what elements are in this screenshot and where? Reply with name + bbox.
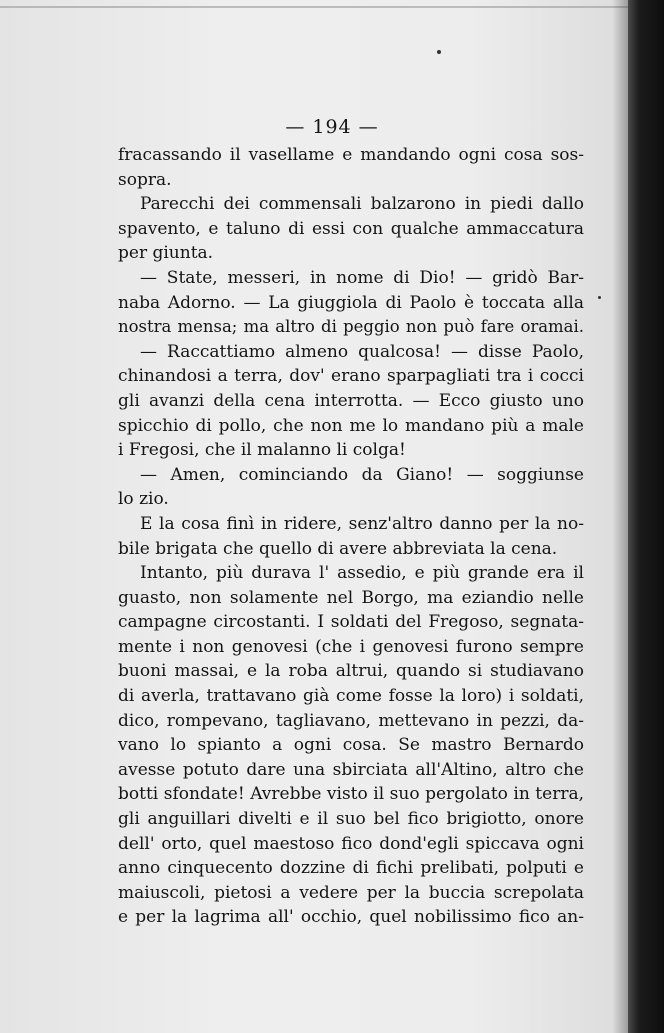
text-line: — Amen, cominciando da Giano! — soggiunse	[140, 464, 584, 485]
text-line: E la cosa finì in ridere, senz'altro danno per la no-	[140, 513, 584, 534]
text-line: botti sfondate! Avrebbe visto il suo pergolato in terra,	[118, 784, 584, 805]
text-line: dell' orto, quel maestoso fico dond'egli spiccava ogni	[118, 833, 584, 854]
text-line: chinandosi a terra, dov' erano sparpagliati tra i cocci	[118, 366, 584, 387]
binding-shadow	[628, 0, 664, 1033]
text-line: nostra mensa; ma altro di peggio non può fare oramai.	[118, 317, 584, 337]
body-text	[118, 143, 584, 930]
text-line: guasto, non solamente nel Borgo, ma eziandio nelle	[118, 587, 584, 608]
text-line: campagne circostanti. I soldati del Fregoso, segnata-	[118, 612, 584, 633]
text-line: fracassando il vasellame e mandando ogni cosa sos-	[118, 145, 584, 165]
text-line: i Fregosi, che il malanno li colga!	[118, 440, 406, 461]
page-top-rule	[0, 6, 628, 8]
text-line: gli anguillari divelti e il suo bel fico brigiotto, onore	[118, 809, 584, 830]
text-line: — Raccattiamo almeno qualcosa! — disse Paolo,	[140, 341, 584, 362]
text-line: dico, rompevano, tagliavano, mettevano in pezzi, da-	[118, 710, 584, 731]
text-line: buoni massai, e la roba altrui, quando si studiavano	[118, 661, 584, 682]
text-line: Intanto, più durava l' assedio, e più grande era il	[140, 563, 584, 584]
text-line: spavento, e taluno di essi con qualche ammaccatura	[118, 218, 584, 239]
text-line: naba Adorno. — La giuggiola di Paolo è toccata alla	[118, 292, 584, 313]
text-line: e per la lagrima all' occhio, quel nobilissimo fico an-	[118, 907, 584, 928]
page-number: — 194 —	[285, 116, 379, 138]
text-line: gli avanzi della cena interrotta. — Ecco giusto uno	[118, 390, 584, 411]
text-line: mente i non genovesi (che i genovesi furono sempre	[118, 636, 584, 657]
text-line: — State, messeri, in nome di Dio! — gridò Bar-	[140, 267, 584, 288]
text-line: spicchio di pollo, che non me lo mandano più a male	[118, 415, 584, 436]
text-line: lo zio.	[118, 489, 169, 510]
text-line: di averla, trattavano già come fosse la loro) i soldati,	[118, 686, 584, 707]
page-edge-shading	[612, 0, 628, 1033]
text-line: per giunta.	[118, 243, 214, 264]
text-line: vano lo spianto a ogni cosa. Se mastro Bernardo	[118, 735, 584, 756]
text-line: avesse potuto dare una sbirciata all'Altino, altro che	[118, 759, 584, 780]
ink-speck	[598, 296, 601, 299]
text-line: anno cinquecento dozzine di fichi prelibati, polputi e	[118, 858, 584, 879]
text-line: sopra.	[118, 169, 172, 190]
ink-speck	[437, 50, 441, 54]
text-line: Parecchi dei commensali balzarono in piedi dallo	[140, 194, 584, 215]
text-line: maiuscoli, pietosi a vedere per la buccia screpolata	[118, 882, 584, 903]
text-line: bile brigata che quello di avere abbreviata la cena.	[118, 538, 558, 559]
